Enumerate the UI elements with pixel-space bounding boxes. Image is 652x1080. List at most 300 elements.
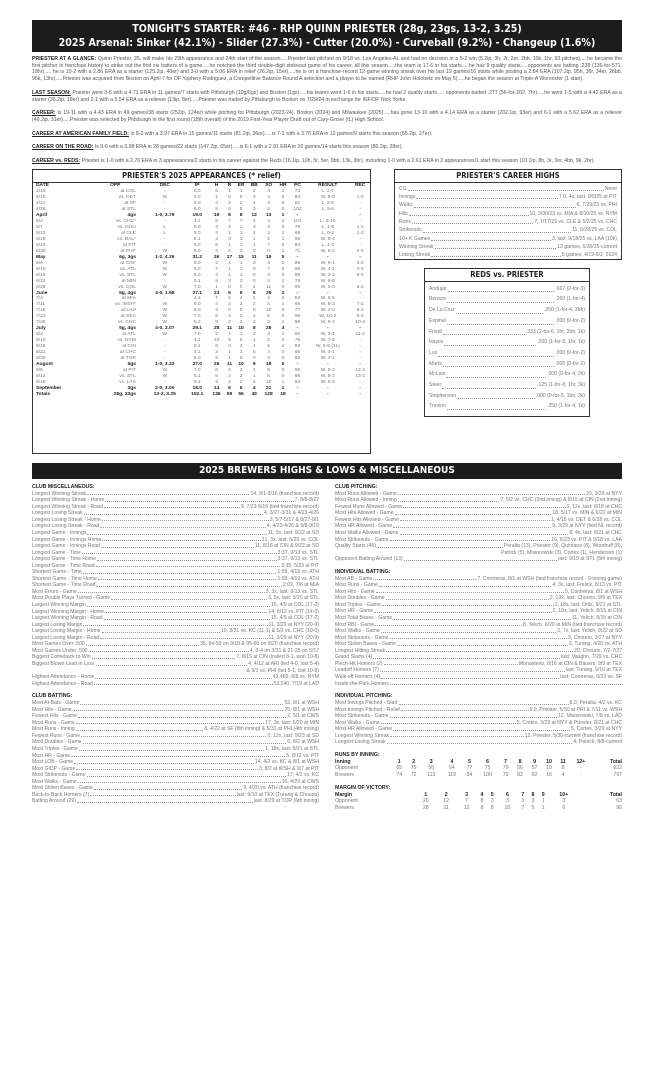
table-cell: - — [296, 326, 299, 332]
dot-leader — [457, 391, 535, 400]
table-cell: 0 — [281, 314, 285, 320]
grid-header-cell: Total — [609, 758, 622, 765]
grid-header-cell: Total — [609, 791, 622, 798]
table-cell: 102 — [293, 207, 302, 213]
table-cell: W — [162, 284, 168, 290]
list-item — [425, 391, 589, 402]
table-cell: at PIT — [122, 367, 136, 373]
table-cell: 3 — [215, 308, 218, 314]
table-cell: 5 — [252, 290, 256, 296]
item-value: 12 games, 5/30/25-current — [557, 243, 617, 250]
table-cell: 75 — [294, 338, 301, 344]
item-value: .000 (0-for-2) — [555, 360, 585, 367]
list-item — [425, 305, 589, 316]
item-value: 5, 8/12 vs. PIT — [286, 752, 319, 759]
item-label: Stephenson — [429, 392, 457, 399]
dot-leader — [381, 674, 559, 679]
table-cell: 1 — [228, 231, 231, 236]
list-item — [425, 348, 589, 359]
table-cell: 2 — [252, 231, 256, 236]
table-cell: 19 — [265, 254, 272, 260]
item-label: Losing Streak — [399, 252, 431, 259]
grid-cell: 8 — [480, 804, 484, 811]
table-cell: 0 — [281, 266, 285, 272]
dot-leader — [416, 193, 558, 199]
dot-leader — [102, 517, 269, 522]
table-cell: - — [296, 213, 299, 219]
dot-leader — [447, 294, 554, 303]
table-cell: 5.1 — [193, 344, 201, 350]
note-lead: PRIESTER AT A GLANCE: — [32, 56, 97, 62]
item-value: 18, 5/17 vs. MIN & 6/22 at MIN — [552, 510, 622, 517]
table-cell: at STL — [121, 207, 136, 213]
grid-header-cell: 9 — [533, 758, 536, 765]
ind-pitching-title: INDIVIDUAL PITCHING: — [335, 693, 393, 700]
dot-leader — [105, 609, 267, 614]
item-label: Winning Streak — [399, 243, 434, 250]
item-value: last: Vaughn, 7/29 vs. CHC — [560, 654, 622, 661]
item-value: 1, 4/15 vs. DET & 6/28 vs. COL — [551, 516, 622, 523]
note-paragraph — [32, 131, 622, 138]
career-highs-list — [395, 183, 621, 260]
table-cell: 2 — [252, 379, 256, 385]
dot-leader — [375, 622, 522, 627]
table-cell: - — [296, 361, 299, 367]
table-cell: 5/2 — [36, 219, 43, 225]
grid-cell: 6 — [562, 804, 566, 811]
dot-leader — [100, 523, 265, 528]
table-cell: 7-2 — [356, 302, 364, 308]
table-cell: W — [162, 248, 168, 254]
table-cell: 8 — [215, 320, 218, 326]
table-cell: 128 — [264, 391, 273, 397]
item-value: last: Turang, 9/10 at TEX — [565, 667, 622, 674]
table-cell: W — [162, 373, 168, 379]
item-value: 3, 8/2 at WSH & 9/7 at PIT — [258, 765, 319, 772]
grid-cell: 74 — [396, 772, 403, 779]
table-cell: 17 — [226, 254, 233, 260]
item-value: 0, 12x, last: 9/23 at SD — [267, 732, 319, 739]
appearances-table — [33, 183, 370, 398]
item-label: Opponent Batting Around (13) — [335, 556, 403, 563]
dot-leader — [94, 681, 273, 686]
table-cell: W, 3-1 — [320, 332, 335, 338]
grid-cell: 110 — [447, 772, 457, 779]
item-label: Most LOB - Game — [32, 759, 74, 766]
list-item — [335, 556, 622, 563]
item-value: .250 (1-for-4, 3bb) — [543, 307, 585, 314]
dot-leader — [412, 218, 533, 224]
table-cell: 1 — [252, 344, 256, 350]
item-value: 6.0, Priester, 5/30 at PHI & 7/11 vs. WSH — [529, 706, 622, 713]
table-cell: 0 — [281, 260, 285, 266]
table-cell: 71 — [294, 248, 301, 254]
table-cell: at CIN — [122, 344, 136, 350]
table-cell: at SEA — [120, 314, 136, 320]
item-label: De La Cruz — [429, 307, 455, 314]
table-cell: 1 — [228, 350, 231, 356]
table-cell: W, 6-2 — [320, 248, 335, 254]
table-cell: 66 — [294, 236, 301, 242]
dot-leader — [81, 733, 266, 738]
table-cell: 2 — [239, 302, 243, 308]
table-cell: W, 4-1 — [320, 356, 335, 362]
appearances-box — [32, 169, 371, 454]
table-cell: - — [163, 278, 166, 284]
table-cell: 6 — [228, 290, 231, 296]
item-label: Leadoff Homers (7) — [335, 667, 379, 674]
table-cell: 1 — [228, 189, 231, 195]
column-header: IP — [194, 182, 200, 188]
item-label: Most Runs Allowed - Game — [335, 490, 397, 497]
table-cell: 3 — [252, 260, 256, 266]
item-label: Highest Attendance - Home — [32, 674, 95, 681]
table-cell: - — [359, 356, 361, 362]
item-value: 0, 12x, last: 8/18 at CHC — [566, 503, 622, 510]
table-cell: 4 — [239, 296, 243, 302]
grid-cell: 84 — [466, 772, 473, 779]
dot-leader — [393, 615, 571, 620]
column-header: BB — [250, 182, 258, 188]
table-cell: 4 — [215, 272, 218, 278]
list-item — [395, 185, 621, 193]
item-value: 8, Yelich, 6/20 at MIN (tied franchise record) — [522, 621, 622, 628]
dot-leader — [373, 654, 560, 659]
list-item — [32, 798, 319, 805]
grid-header-cell: 5 — [490, 791, 494, 798]
grid-cell: 8 — [480, 798, 484, 805]
table-cell: 5.0 — [193, 189, 201, 195]
dot-leader — [401, 707, 529, 712]
table-cell: 11 — [266, 284, 272, 290]
note-text: Is 9-6 with a 3.98 ERA in 28 games/22 starts (147.2ip, 65er).....is 6-1 with a 2.91 ERA in 16 games/14 starts this season (86.2ip, 28er). — [93, 144, 404, 151]
item-label: Most Double Plays Turned - Game — [32, 595, 111, 602]
table-cell: W, 5-4 — [320, 236, 335, 242]
dot-leader — [376, 589, 564, 594]
table-cell: 4/26 — [36, 207, 46, 213]
dot-leader — [102, 537, 261, 542]
table-cell: 5 — [215, 356, 218, 362]
item-value: 8, 4x, last: 8/21 at CHC — [569, 530, 622, 537]
item-value: 7, 5/2 vs. CHC (2nd inning) & 8/15 at CIN (2nd inning) — [500, 497, 622, 504]
table-cell: 9-2 — [356, 314, 364, 320]
item-label: Most AB - Game — [335, 575, 373, 582]
table-cell: - — [326, 361, 329, 367]
grid-cell: - — [580, 772, 582, 779]
table-cell: 1 — [228, 266, 231, 272]
table-cell: 7 — [228, 219, 231, 225]
table-cell: - — [359, 338, 361, 344]
table-cell: 1-2 — [356, 231, 364, 236]
grid-cell: 77 — [466, 765, 473, 772]
item-value: 4, Patrick, 8/8-current — [573, 739, 622, 746]
table-cell: 0 — [281, 367, 285, 373]
item-value: 35, 94-59 on 9/18 & 95-60 on 9/20 (franchise record) — [200, 641, 319, 648]
table-cell: 0 — [239, 195, 243, 201]
table-cell: 2 — [281, 278, 285, 284]
table-cell: 6/15 — [36, 272, 46, 278]
grid-cell: 3 — [490, 798, 494, 805]
item-label: Largest Winning Margin - Home — [32, 608, 104, 615]
table-cell: 4 — [267, 332, 270, 338]
table-cell: 2 — [228, 302, 231, 308]
item-label: CG — [399, 185, 407, 192]
dot-leader — [102, 628, 220, 633]
table-cell: 8/16 — [36, 344, 46, 350]
grid-cell: 8 — [490, 804, 494, 811]
dot-leader — [82, 550, 277, 555]
table-cell: 5.1 — [193, 373, 201, 379]
column-header: ER — [237, 182, 245, 188]
note-text: Is 19-11 with a 4.43 ERA in 49 games/38 starts (252ip, 124er) while pitching for Pittsburgh (2023-24), Boston (2024) and Milwaukee (2025).....has gone 13-10 with a 4.14 ERA as a starter (202.1ip, 93er) and 6-1 with a 5.62 ERA as a reliever (49.2ip, 31er).....Priester was selected by Pittsburgh in the first round (18th overall) of the 2019 First-Year Player Draft out of Cary-Grove (IL) High School. — [32, 110, 622, 123]
grid-header-cell: 3 — [465, 791, 469, 798]
table-cell: 5 — [281, 361, 285, 367]
note-text: Quinn Priester, 25, will make his 29th appearance and 24th start of the season.....Priester last pitched on 9/18 vs. Los Angeles-AL and had no decision in a 5-2 win (5.2ip, 3h, 2r, 2er, 2bb, 10k, 1hr, 93 pitches).....he became the first pitcher in franchise history to strike out the first six batters of a game.....he notched the third double-digit strikeout game of his career, all this season.....the team is 17-6 in his starts.....he has 9 quality starts.....opponents are batting .238 (136-for-571, 18hr)..... he is 10-2 with a 2.86 ERA as a starter (125.2ip, 40er) and 3-0 with a 5.06 ERA in relief (26.2ip, 15er).....he is on a franchise-record 12-game winning streak over his last 19 games/16 starts while posting a 2.84 ERA (107.2ip, 95h, 36r, 34er, 26bb, 96k, 13hr).....Priester was acquired from Boston on April 7 for OF Yophery Rodriguez, a Competitive Balance Round A selection and a player to be named (RHP John Holobetz on May 5).....he began the season at Triple-A Worcester (1 start). — [32, 56, 622, 83]
table-cell: vs. STL — [119, 272, 136, 278]
grid-header-cell: 4 — [480, 791, 484, 798]
table-cell: 7 — [215, 296, 218, 302]
note-text: Priester is 1-0 with a 2.76 ERA in 3 appearances/2 starts in his career against the Reds (16.1ip, 10h, 5r, 5er, 9bb, 13k, 3hr), including 1-0 with a 2.61 ERA in 2 appearances/1 start this season (10.1ip, 8h, 3r, 3er, 4bb, 9k, 2hr). — [80, 158, 595, 165]
table-cell: 0 — [281, 350, 285, 356]
table-cell: 2 — [267, 338, 270, 344]
table-cell: - — [163, 338, 166, 344]
table-cell: 8 — [252, 326, 256, 332]
item-value: 20, 3/29 at NYY — [586, 490, 622, 497]
table-cell: 6 — [215, 242, 218, 248]
table-cell: 5.0 — [193, 260, 201, 266]
table-cell: 4-2 — [356, 266, 364, 272]
item-value: 7, 8/15 at CIN (trailed 8-1, won 10-8) — [236, 654, 319, 661]
table-cell: 3gs — [127, 385, 136, 391]
table-cell: Totals — [36, 391, 51, 397]
grid-cell: 65 — [396, 765, 403, 772]
table-cell: 12 — [251, 213, 257, 219]
item-value: last: 9/19 at STL (5th inning) — [558, 556, 622, 563]
table-cell: 1 — [215, 284, 218, 290]
table-cell: 28 — [213, 326, 220, 332]
table-cell: 0 — [281, 308, 285, 314]
item-value: 25, 8/1 at WSH — [284, 706, 319, 713]
club-batting-title: CLUB BATTING: — [32, 693, 73, 700]
item-value: last: Contreras, 8/22 vs. SF — [560, 673, 622, 680]
item-label: Most Runs - Game — [335, 582, 378, 589]
dot-leader — [408, 185, 604, 191]
table-cell: 7 — [215, 266, 218, 272]
item-value: 12, Misiorowski, 7/8 vs. LAD — [558, 713, 622, 720]
grid-cell: 28 — [422, 804, 429, 811]
table-cell: 6/10 — [36, 266, 46, 272]
item-value: Patrick (5), Misiorowski (3), Cortes (1), Henderson (1) — [501, 549, 622, 556]
dot-leader — [390, 635, 568, 640]
item-label: Walk-off Homers (4) — [335, 673, 381, 680]
dot-leader — [76, 726, 204, 731]
item-value: 11, Yelich, 8/15 at CIN — [571, 615, 622, 622]
table-cell: 3 — [215, 231, 218, 236]
table-cell: 0 — [228, 308, 231, 314]
column-header: SO — [265, 182, 273, 188]
table-cell: vs. COL — [118, 284, 136, 290]
column-header: PC — [294, 182, 301, 188]
grid-cell: Brewers — [335, 772, 355, 779]
table-cell: 2 — [215, 332, 218, 338]
dot-leader — [79, 746, 264, 751]
table-cell: 0 — [281, 195, 285, 201]
table-cell: - — [359, 391, 361, 397]
table-cell: 2 — [281, 219, 285, 225]
table-cell: 3 — [215, 350, 218, 356]
table-cell: 9/12 — [36, 373, 46, 379]
item-value: 9, 3/29 at NYY (tied NL record) — [552, 523, 622, 530]
table-cell: 4-0, 3.07 — [155, 326, 175, 332]
item-value: .000 (0-for-5, 1bb, 2k) — [535, 392, 585, 399]
item-label: Andujar — [429, 285, 447, 292]
item-value: 15, 4/9 at COL (17-2) — [271, 615, 319, 622]
item-label: Friedl — [429, 328, 442, 335]
table-cell: W, 8-2 — [320, 373, 335, 379]
item-label: Most At-Bats - Game — [32, 700, 80, 707]
table-cell: - — [359, 350, 361, 356]
table-cell: 11-2 — [355, 332, 365, 338]
dot-leader — [105, 497, 293, 502]
table-cell: 14 — [213, 385, 220, 391]
table-cell: vs. CHC — [117, 320, 136, 326]
item-value: 6, 7/29/23 vs. PHI — [576, 202, 617, 209]
table-cell: 5/24 — [36, 242, 46, 248]
grid-cell: 20 — [422, 798, 429, 805]
grid-cell: 56 — [517, 765, 523, 772]
table-cell: 6.0 — [193, 248, 201, 254]
table-cell: 4 — [267, 195, 270, 201]
table-cell: - — [326, 391, 329, 397]
appearances-header-row — [33, 183, 370, 190]
dot-leader — [431, 235, 551, 241]
table-cell: 55 — [238, 391, 244, 397]
table-cell: 0 — [239, 308, 243, 314]
dot-leader — [373, 576, 476, 581]
table-cell: 5.1 — [193, 236, 201, 242]
list-item — [425, 284, 589, 295]
table-cell: 11 — [251, 254, 257, 260]
ind-batting-list — [335, 576, 622, 687]
table-cell: 5/30 — [36, 248, 46, 254]
career-highs-box — [394, 169, 622, 260]
item-label: Most Stolen Bases - Game — [32, 785, 93, 792]
dot-leader — [400, 517, 550, 522]
grid-cell: 75 — [410, 765, 417, 772]
dot-leader — [384, 661, 518, 666]
table-cell: 1 — [228, 242, 231, 248]
table-cell: 3 — [267, 272, 270, 278]
table-cell: 1 — [228, 356, 231, 362]
table-cell: 4 — [267, 350, 270, 356]
item-value: 5, Chourio, 3/27 at NYY — [568, 634, 622, 641]
item-label: Most Triples - Game — [335, 601, 381, 608]
grid-header-cell: 7 — [521, 791, 525, 798]
grid-cell: 8 — [561, 765, 565, 772]
table-cell: 1-0, 3.79 — [155, 213, 175, 219]
appearances-title: PRIESTER'S 2025 APPEARANCES (* relief) — [33, 170, 370, 183]
table-cell: W, 5-2 — [320, 367, 335, 373]
item-value: 20, Chourio, 7/2-7/27 — [574, 647, 622, 654]
table-cell: 7 — [267, 266, 270, 272]
list-item — [425, 401, 589, 412]
table-cell: 1 — [252, 236, 256, 242]
grid-header-cell: 4 — [450, 758, 454, 765]
table-cell: 0 — [281, 225, 285, 231]
table-cell: 2 — [267, 236, 270, 242]
grid-cell: 622 — [613, 765, 622, 772]
table-cell: 2 — [281, 344, 285, 350]
item-value: 3:35, 5/23 at PIT — [281, 562, 319, 569]
item-value: 3, 5/7-5/17 & 8/27-9/1 — [269, 516, 319, 523]
dot-leader — [83, 622, 267, 627]
table-cell: 8 — [228, 213, 231, 219]
table-cell: 8 — [239, 213, 243, 219]
table-cell: W, 10-2 — [319, 314, 337, 320]
table-cell: - — [326, 254, 329, 260]
table-cell: 0 — [252, 278, 256, 284]
item-value: .000 (0-for-2) — [555, 317, 585, 324]
table-cell: - — [359, 254, 361, 260]
table-cell: 13-2 — [355, 373, 366, 379]
item-label: Most Runs Allowed - Inning — [335, 497, 397, 504]
list-item — [395, 201, 621, 209]
table-cell: 1 — [281, 189, 285, 195]
item-value: 2, 13x, last: Chourio, 9/9 at TEX — [549, 595, 622, 602]
item-value: 2, 10x, last: Yelich, 8/15 at CIN — [552, 608, 622, 615]
table-cell: 29 — [265, 290, 272, 296]
table-cell: W, 9-1 — [320, 260, 335, 266]
table-cell: 27.0 — [192, 361, 203, 367]
table-cell: 1 — [281, 385, 285, 391]
table-cell: 5gs — [127, 361, 136, 367]
table-cell: 6g, 3gs — [119, 254, 136, 260]
table-cell: 3 — [267, 356, 270, 362]
dot-leader — [104, 615, 271, 620]
table-cell: W, 5-0 — [320, 284, 335, 290]
item-value: 11, 3/29 at NYY (20-9) — [268, 621, 319, 628]
table-cell: - — [359, 219, 361, 225]
list-item — [425, 316, 589, 327]
table-cell: 96 — [294, 314, 301, 320]
dot-leader — [390, 537, 551, 542]
grid-header-cell: 8 — [518, 758, 522, 765]
table-cell: 1 — [239, 272, 243, 278]
table-cell: 2 — [281, 296, 285, 302]
item-value: 11, 5x, last: 9/22 at SD — [267, 530, 319, 537]
table-cell: 0 — [281, 207, 285, 213]
table-cell: 19.0 — [192, 213, 203, 219]
grid-cell: Brewers — [335, 804, 355, 811]
grid-cell: 100 — [483, 772, 492, 779]
dot-leader — [86, 641, 199, 646]
item-label: Most Strikeouts - Game — [32, 772, 86, 779]
table-cell: W — [162, 320, 168, 326]
dot-leader — [442, 380, 536, 389]
item-value: .000 (0-for-4, 2k) — [547, 371, 585, 378]
table-cell: 6 — [228, 338, 231, 344]
table-cell: 93 — [294, 379, 301, 385]
item-label: Hayes — [429, 339, 444, 346]
table-cell: 6 — [267, 367, 270, 373]
table-cell: August — [36, 361, 53, 367]
item-value: 5 games, 4/19-6/2, 2024 — [561, 252, 617, 259]
club-pitching-title: CLUB PITCHING: — [335, 483, 378, 490]
item-label: Longest Game - Time — [32, 549, 81, 556]
table-cell: 6 — [239, 290, 243, 296]
table-cell: 2 — [281, 338, 285, 344]
table-cell: W — [162, 302, 168, 308]
